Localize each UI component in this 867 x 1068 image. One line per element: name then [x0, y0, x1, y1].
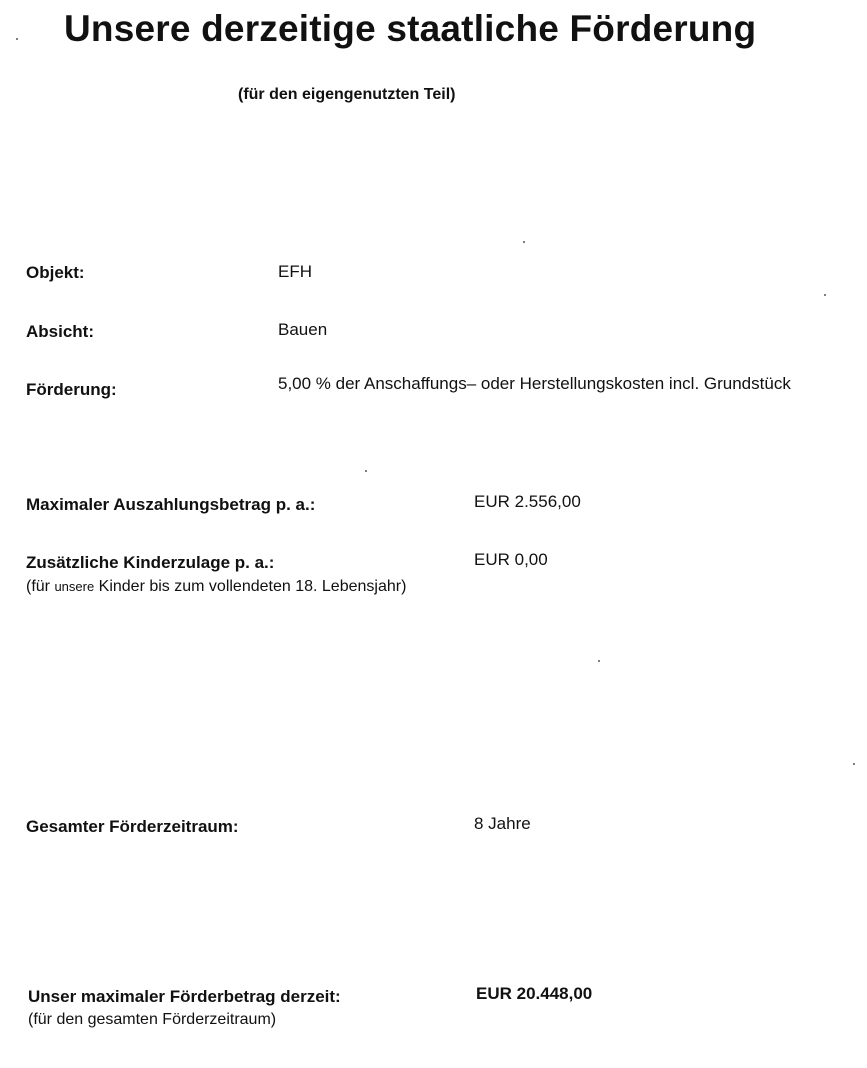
absicht-label: Absicht: — [26, 322, 94, 341]
auszahlung-label: Maximaler Auszahlungsbetrag p. a.: — [26, 495, 316, 514]
kinderzulage-note-small: unsere — [54, 579, 95, 594]
kinderzulage-note — [26, 578, 406, 596]
absicht-value: Bauen — [278, 320, 328, 339]
kinderzulage-label: Zusätzliche Kinderzulage p. a.: — [26, 553, 275, 572]
scan-speck — [853, 763, 855, 765]
foerderung-label: Förderung: — [26, 380, 117, 399]
gesamt-note: (für den gesamten Förderzeitraum) — [28, 1011, 277, 1028]
scan-speck — [824, 294, 826, 296]
objekt-label: Objekt: — [26, 263, 85, 282]
foerderung-value: 5,00 % der Anschaffungs– oder Herstellungskosten incl. Grundstück — [278, 374, 791, 393]
scan-speck — [523, 241, 525, 243]
gesamt-value: EUR 20.448,00 — [476, 984, 593, 1003]
scan-speck — [16, 38, 18, 40]
zeitraum-label: Gesamter Förderzeitraum: — [26, 817, 239, 836]
kinderzulage-note-prefix: (für — [26, 578, 50, 595]
page-subtitle: (für den eigengenutzten Teil) — [238, 86, 456, 103]
gesamt-label: Unser maximaler Förderbetrag derzeit: — [28, 987, 341, 1006]
kinderzulage-value: EUR 0,00 — [474, 550, 548, 569]
zeitraum-value: 8 Jahre — [474, 814, 531, 833]
kinderzulage-note-rest: Kinder bis zum vollendeten 18. Lebensjahr) — [98, 578, 407, 595]
scan-speck — [365, 470, 367, 472]
objekt-value: EFH — [278, 262, 312, 281]
scan-speck — [598, 660, 600, 662]
page-title: Unsere derzeitige staatliche Förderung — [64, 8, 757, 49]
auszahlung-value: EUR 2.556,00 — [474, 492, 581, 511]
